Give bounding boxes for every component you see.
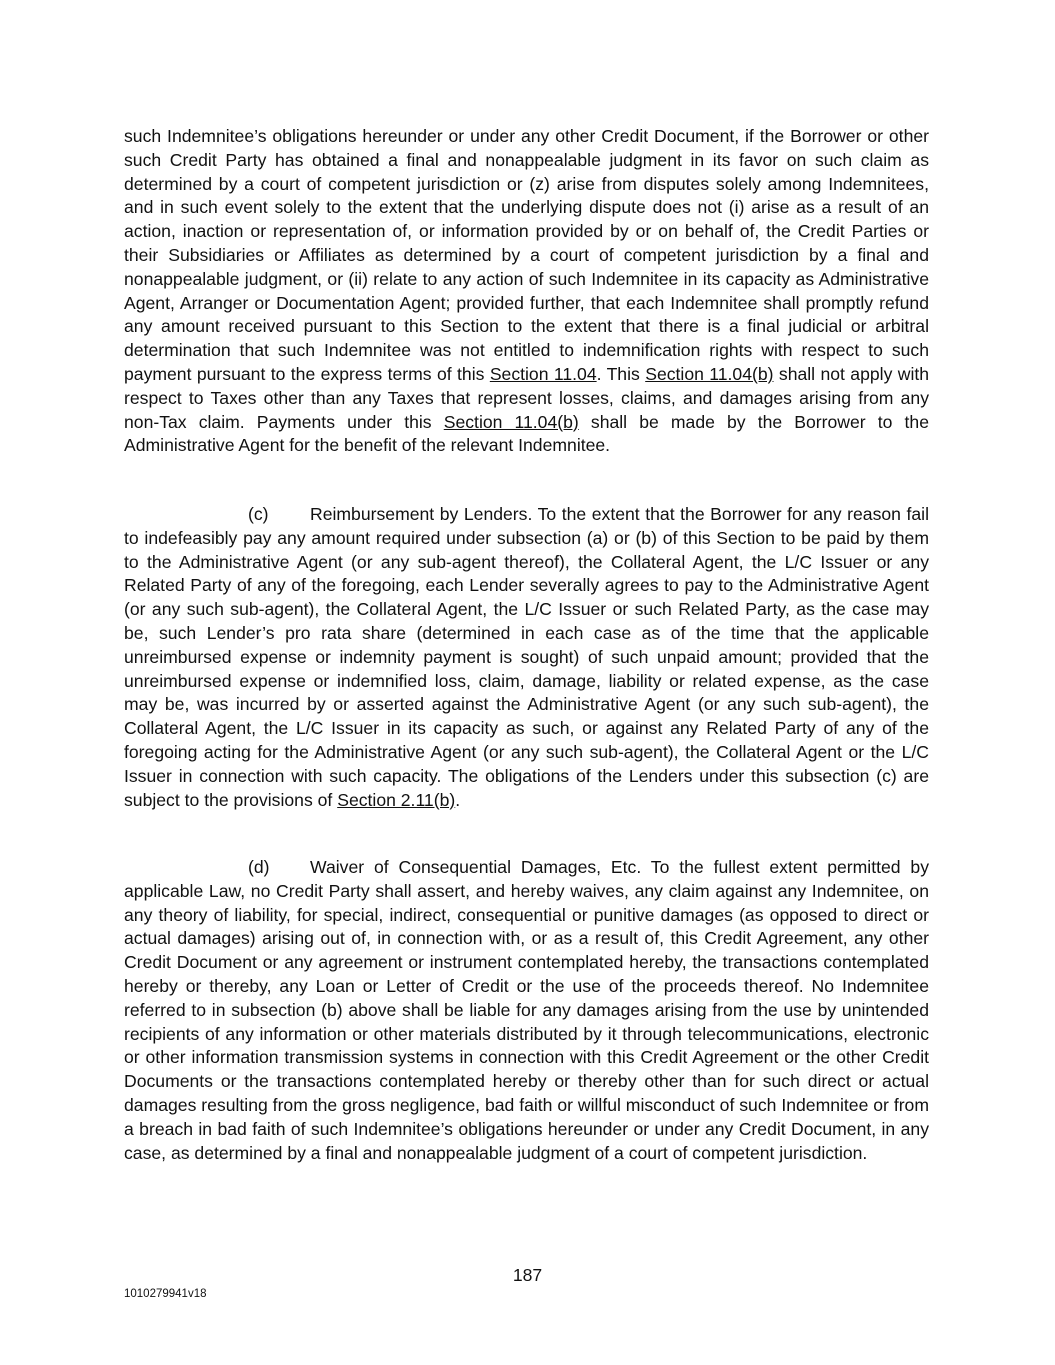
page-number: 187 (512, 1265, 543, 1285)
paragraph-label-c: (c) (248, 504, 269, 524)
paragraph-indemnification-continued (124, 125, 929, 458)
section-reference-2-11-b: Section 2.11(b) (337, 789, 456, 810)
paragraph-d-text: Waiver of Consequential Damages, Etc. To the fullest extent permitted by applicable Law, no Credit Party shall assert, and hereby waives, any claim against any Indemnitee, on any theory of liability, for special, indirect, consequential or punitive damages (as opposed to direct or actual damages) arising out of, in connection with, or as a result of, this Credit Agreement, any other Credit Document or any agreement or instrument contemplated hereby, the transactions contemplated hereby or thereby, any Loan or Letter of Credit or the use of the proceeds thereof. No Indemnitee referred to in subsection (b) above shall be liable for any damages arising from the use by unintended recipients of any information or other materials distributed by it through telecommunications, electronic or other information transmission systems in connection with this Credit Agreement or the other Credit Documents or the transactions contemplated hereby or thereby other than for such direct or actual damages resulting from the gross negligence, bad faith or willful misconduct of such Indemnitee or from a breach in bad faith of such Indemnitee’s obligations hereunder or under any Credit Document, in any case, as determined by a final and nonappealable judgment of a court of competent jurisdiction. (124, 857, 929, 1163)
paragraph-label-d: (d) (248, 857, 270, 877)
paragraph-c-text: Reimbursement by Lenders. To the extent that the Borrower for any reason fail to indefeasibly pay any amount required under subsection (a) or (b) of this Section to be paid by them to the Administrative Agent (or any sub-agent thereof), the Collateral Agent, the L/C Issuer or any Related Party of any of the foregoing, each Lender severally agrees to pay to the Administrative Agent (or any such sub-agent), the Collateral Agent, the L/C Issuer or such Related Party, as the case may be, such Lender’s pro rata share (determined in each case as of the time that the applicable unreimbursed expense or indemnity payment is sought) of such unpaid amount; provided that the unreimbursed expense or indemnified loss, claim, damage, liability or related expense, as the case may be, was incurred by or asserted against the Administrative Agent (or any such sub-agent), the Collateral Agent, the L/C Issuer in its capacity as such, or against any Related Party of any of the foregoing acting for the Administrative Agent (or any such sub-agent), the Collateral Agent or the L/C Issuer in connection with such capacity. The obligations of the Lenders under this subsection (c) are subject to the provisions of (124, 504, 929, 810)
paragraph-a-text-3: shall not apply with respect to Taxes other than any Taxes that represent losses, claims, and damages arising from any non-Tax claim. Payments under this (124, 363, 930, 432)
section-reference-11-04: Section 11.04 (489, 363, 597, 384)
paragraph-a-text-4: shall be made by the Borrower to the Administrative Agent for the benefit of the relevant Indemnitee. (124, 411, 930, 456)
document-id: 1010279941v18 (124, 1288, 207, 1300)
paragraph-c-end: . (455, 789, 461, 810)
section-reference-11-04-b: Section 11.04(b) (645, 363, 774, 384)
paragraph-a-text-2: . This (596, 363, 640, 384)
paragraph-waiver-of-consequential-damages (124, 856, 929, 1165)
paragraph-a-text-1: such Indemnitee’s obligations hereunder or under any other Credit Document, if the Borrower or other such Credit Party has obtained a final and nonappealable judgment in its favor on such claim as determined by a court of competent jurisdiction or (z) arise from disputes solely among Indemnitees, and in such event solely to the extent that the underlying dispute does not (i) arise as a result of an action, inaction or representation of, or information provided by or on behalf of, the Credit Parties or their Subsidiaries or Affiliates as determined by a court of competent jurisdiction by a final and nonappealable judgment, or (ii) relate to any action of such Indemnitee in its capacity as Administrative Agent, Arranger or Documentation Agent; provided further, that each Indemnitee shall promptly refund any amount received pursuant to this Section to the extent that there is a final judicial or arbitral determination that such Indemnitee was not entitled to indemnification rights with respect to such payment pursuant to the express terms of this (124, 126, 929, 384)
section-reference-11-04-b-second: Section 11.04(b) (443, 411, 579, 432)
paragraph-reimbursement-by-lenders (124, 503, 929, 812)
